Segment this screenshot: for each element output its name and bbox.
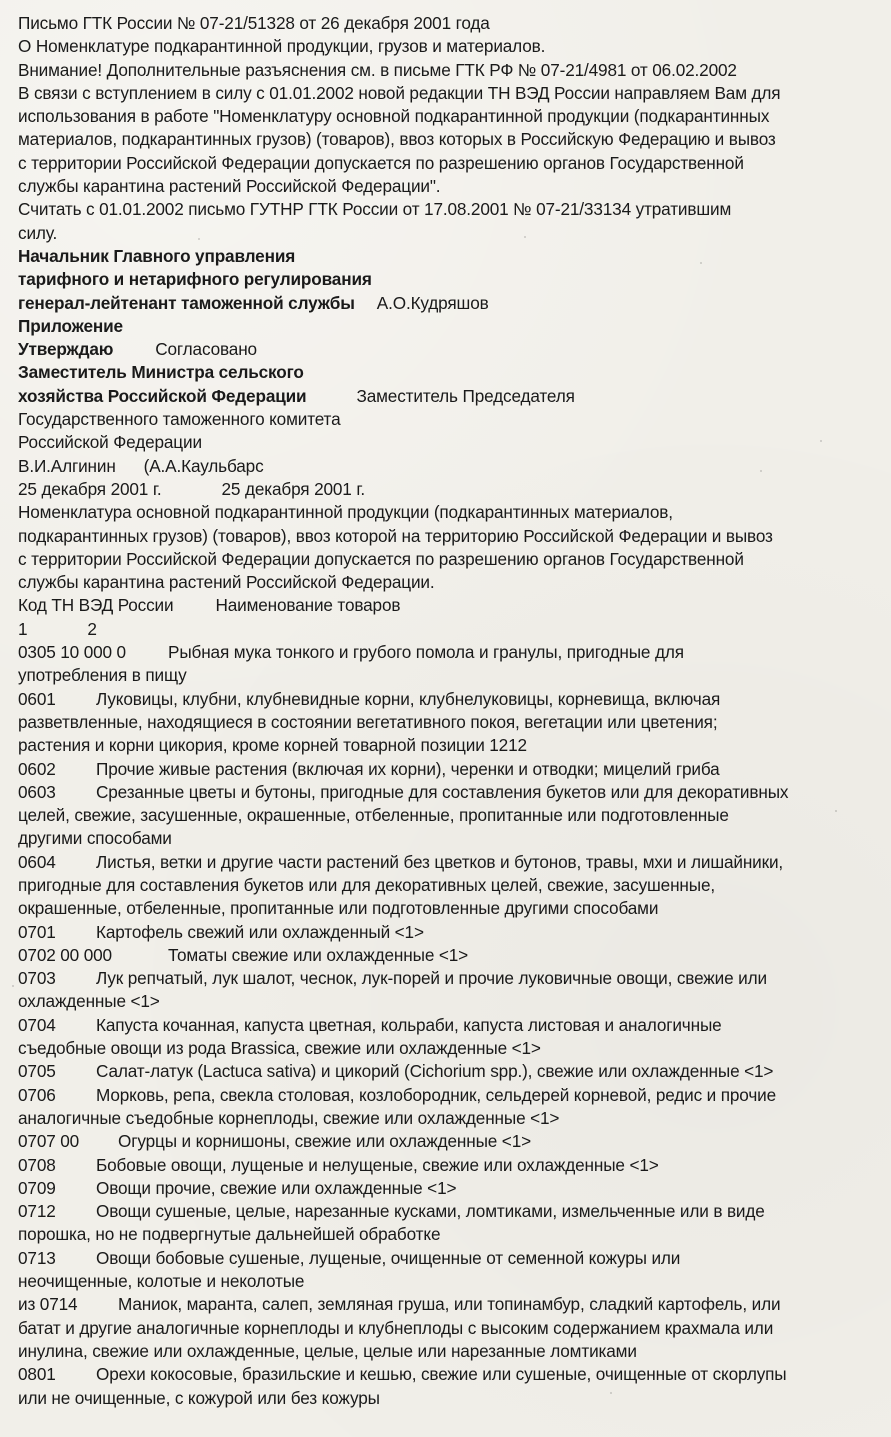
deputy-chair-label: Заместитель Председателя [356, 385, 575, 406]
list-item [18, 1293, 884, 1316]
item-code: 0705 [18, 1061, 56, 1082]
item-description: целей, свежие, засушенные, окрашенные, отбеленные, пропитанные или подготовленные [18, 805, 729, 826]
letter-title: Письмо ГТК России № 07-21/51328 от 26 декабря 2001 года [18, 13, 490, 33]
item-description: Картофель свежий или охлажденный <1> [96, 921, 424, 942]
column-number-1: 1 [18, 618, 28, 639]
list-item [18, 1014, 884, 1037]
scan-speck [820, 440, 822, 442]
item-description: инулина, свежие или охлажденные, целые, целые или нарезанные ломтиками [18, 1340, 637, 1361]
scan-speck [700, 262, 702, 264]
committee-name: Российской Федерации [18, 432, 202, 453]
list-item-continuation [18, 734, 884, 757]
signature-name: А.О.Кудряшов [376, 292, 489, 313]
list-item-continuation [18, 827, 884, 850]
list-item [18, 1130, 884, 1153]
item-description: окрашенные, отбеленные, пропитанные или подготовленные другими способами [18, 898, 659, 919]
item-code: 0708 [18, 1154, 56, 1175]
item-description: охлажденные <1> [18, 991, 160, 1012]
list-item [18, 688, 884, 711]
list-item-continuation [18, 1037, 884, 1060]
approver-position: хозяйства Российской Федерации [18, 385, 307, 406]
item-code: 0604 [18, 851, 56, 872]
item-description: разветвленные, находящиеся в состоянии вегетативного покоя, вегетации или цветения; [18, 711, 718, 732]
item-code: 0704 [18, 1014, 56, 1035]
item-description: батат и другие аналогичные корнеплоды и клубнеплоды с высоким содержанием крахмала или [18, 1317, 774, 1338]
item-description: Овощи прочие, свежие или охлажденные <1> [96, 1177, 457, 1198]
item-description: Прочие живые растения (включая их корни), черенки и отводки; мицелий гриба [96, 758, 720, 779]
list-item [18, 758, 884, 781]
item-code: 0713 [18, 1247, 56, 1268]
item-code: 0712 [18, 1201, 56, 1222]
approval-date-2: 25 декабря 2001 г. [221, 478, 365, 499]
column-number-2: 2 [87, 618, 97, 639]
approval-dates [18, 478, 884, 501]
list-item [18, 1200, 884, 1223]
body-text-line: использования в работе "Номенклатуру основной подкарантинной продукции (подкарантинных [18, 106, 770, 127]
nomenclature-title: с территории Российской Федерации допускается по разрешению органов Государственной [18, 548, 744, 569]
list-item [18, 1060, 884, 1083]
list-item-continuation [18, 1340, 884, 1363]
signature-position: тарифного и нетарифного регулирования [18, 269, 372, 290]
item-code: 0603 [18, 781, 56, 802]
column-header-name: Наименование товаров [215, 595, 401, 616]
list-item [18, 641, 884, 664]
item-description: неочищенные, колотые и неколотые [18, 1271, 305, 1292]
body-text-line: материалов, подкарантинных грузов) (товаров), ввоз которых в Российскую Федерацию и вывоз [18, 129, 776, 150]
item-code: 0706 [18, 1084, 56, 1105]
item-code: 0707 00 [18, 1131, 80, 1152]
column-header-code: Код ТН ВЭД России [18, 595, 174, 616]
item-code: 0305 10 000 0 [18, 642, 126, 663]
item-code: 0701 [18, 921, 56, 942]
item-description: употребления в пищу [18, 665, 187, 686]
item-code: 0601 [18, 688, 56, 709]
item-code: 0702 00 000 [18, 944, 112, 965]
list-item-continuation [18, 711, 884, 734]
list-item-continuation [18, 897, 884, 920]
body-text-line: с территории Российской Федерации допускается по разрешению органов Государственной [18, 152, 744, 173]
approval-header [18, 338, 884, 361]
item-code: 0602 [18, 758, 56, 779]
body-text-line: силу. [18, 222, 58, 243]
item-description: Морковь, репа, свекла столовая, козлобородник, сельдерей корневой, редис и прочие [96, 1084, 777, 1105]
approver-name-1: В.И.Алгинин [18, 455, 116, 476]
signature-rank: генерал-лейтенант таможенной службы [18, 292, 355, 313]
item-description: Срезанные цветы и бутоны, пригодные для составления букетов или для декоративных [96, 781, 789, 802]
list-item [18, 1154, 884, 1177]
item-description: Овощи сушеные, целые, нарезанные кусками, ломтиками, измельченные или в виде [96, 1201, 765, 1222]
list-item-continuation [18, 664, 884, 687]
item-description: Лук репчатый, лук шалот, чеснок, лук-порей и прочие луковичные овощи, свежие или [96, 968, 767, 989]
list-item-continuation [18, 874, 884, 897]
list-item-continuation [18, 1317, 884, 1340]
item-description: Бобовые овощи, лущеные и нелущеные, свежие или охлажденные <1> [96, 1154, 659, 1175]
list-item [18, 967, 884, 990]
item-code: 0801 [18, 1364, 56, 1385]
approver-name-2: (А.А.Каульбарс [143, 455, 264, 476]
item-description: растения и корни цикория, кроме корней товарной позиции 1212 [18, 735, 527, 756]
list-item-continuation [18, 804, 884, 827]
item-description: Салат-латук (Lactuca sativa) и цикорий (Cichorium spp.), свежие или охлажденные <1> [96, 1061, 774, 1082]
item-description: Капуста кочанная, капуста цветная, кольраби, капуста листовая и аналогичные [96, 1014, 722, 1035]
list-item [18, 1084, 884, 1107]
item-description: Томаты свежие или охлажденные <1> [168, 944, 469, 965]
item-description: Овощи бобовые сушеные, лущеные, очищенные от семенной кожуры или [96, 1247, 681, 1268]
table-column-numbers [18, 618, 884, 641]
list-item-continuation [18, 1107, 884, 1130]
item-description: Огурцы и корнишоны, свежие или охлажденные <1> [118, 1131, 531, 1152]
attention-note: Внимание! Дополнительные разъяснения см. в письме ГТК РФ № 07-21/4981 от 06.02.2002 [18, 59, 737, 80]
item-description: или не очищенные, с кожурой или без кожуры [18, 1387, 380, 1408]
letter-subject: О Номенклатуре подкарантинной продукции, грузов и материалов. [18, 36, 546, 57]
scan-speck [610, 1392, 612, 1394]
scan-speck [835, 810, 837, 812]
list-item [18, 781, 884, 804]
approve-label: Утверждаю [18, 339, 114, 360]
nomenclature-title: подкарантинных грузов) (товаров), ввоз которой на территорию Российской Федерации и вывоз [18, 525, 773, 546]
nomenclature-list [18, 641, 884, 1410]
item-description: Орехи кокосовые, бразильские и кешью, свежие или сушеные, очищенные от скорлупы [96, 1364, 787, 1385]
item-description: аналогичные съедобные корнеплоды, свежие или охлажденные <1> [18, 1107, 560, 1128]
list-item-continuation [18, 1270, 884, 1293]
agreed-label: Согласовано [155, 339, 257, 360]
approver-names [18, 455, 884, 478]
approval-date-1: 25 декабря 2001 г. [18, 478, 162, 499]
scan-speck [760, 470, 762, 472]
item-code: 0703 [18, 968, 56, 989]
list-item [18, 1177, 884, 1200]
item-description: Рыбная мука тонкого и грубого помола и гранулы, пригодные для [168, 642, 684, 663]
approver-position: Заместитель Министра сельского [18, 362, 304, 383]
list-item [18, 1247, 884, 1270]
nomenclature-title: Номенклатура основной подкарантинной продукции (подкарантинных материалов, [18, 502, 673, 523]
list-item [18, 921, 884, 944]
body-text-line: Считать с 01.01.2002 письмо ГУТНР ГТК России от 17.08.2001 № 07-21/33134 утратившим [18, 199, 732, 220]
body-text-line: службы карантина растений Российской Федерации". [18, 176, 441, 197]
list-item-continuation [18, 1387, 884, 1410]
item-description: другими способами [18, 828, 172, 849]
list-item-continuation [18, 990, 884, 1013]
item-code: из 0714 [18, 1294, 78, 1315]
table-header [18, 594, 884, 617]
document-body [18, 12, 884, 1410]
list-item-continuation [18, 1223, 884, 1246]
item-description: Луковицы, клубни, клубневидные корни, клубнелуковицы, корневища, включая [96, 688, 721, 709]
item-description: съедобные овощи из рода Brassica, свежие или охлажденные <1> [18, 1038, 541, 1059]
item-description: Листья, ветки и другие части растений без цветков и бутонов, травы, мхи и лишайники, [96, 851, 784, 872]
item-description: пригодные для составления букетов или для декоративных целей, свежие, засушенные, [18, 874, 716, 895]
scan-speck [198, 238, 200, 240]
item-description: порошка, но не подвергнутые дальнейшей обработке [18, 1224, 441, 1245]
list-item [18, 944, 884, 967]
item-description: Маниок, маранта, салеп, земляная груша, или топинамбур, сладкий картофель, или [118, 1294, 781, 1315]
scan-speck [524, 236, 526, 238]
approver-position-line [18, 385, 884, 408]
signature-rank-line [18, 292, 884, 315]
nomenclature-title: службы карантина растений Российской Федерации. [18, 572, 435, 593]
list-item [18, 1363, 884, 1386]
list-item [18, 851, 884, 874]
body-text-line: В связи с вступлением в силу с 01.01.2002 новой редакции ТН ВЭД России направляем Вам для [18, 82, 781, 103]
signature-position: Начальник Главного управления [18, 245, 296, 266]
scan-speck [12, 985, 14, 987]
appendix-label: Приложение [18, 315, 123, 336]
item-code: 0709 [18, 1177, 56, 1198]
committee-name: Государственного таможенного комитета [18, 409, 341, 430]
